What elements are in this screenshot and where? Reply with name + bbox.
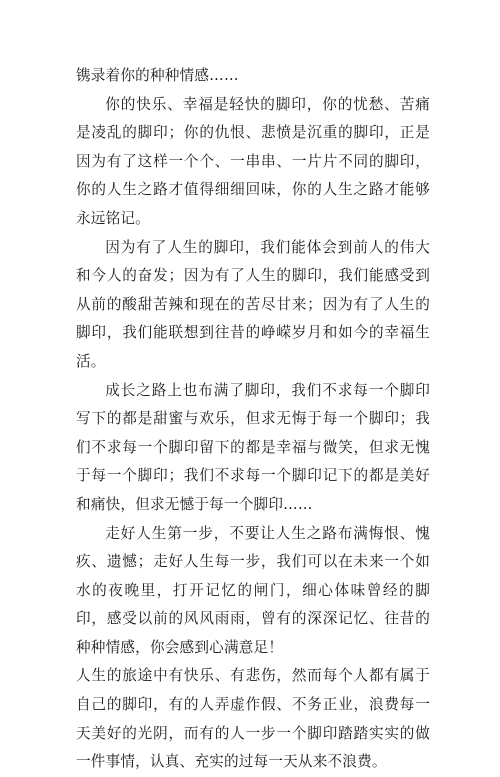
paragraph-walk-well: 走好人生第一步，不要让人生之路布满悔恨、愧疚、遗憾；走好人生每一步，我们可以在未来一个如水的夜晚里，打开记忆的闸门，细心体味曾经的脚印，感受以前的风风雨雨，曾有的深深记忆、往昔的种种情感，你会感到心满意足！ bbox=[76, 524, 430, 656]
paragraph-footprints-emotions: 你的快乐、幸福是轻快的脚印，你的忧愁、苦痛是凌乱的脚印；你的仇恨、悲愤是沉重的脚印，正是因为有了这样一个个、一串串、一片片不同的脚印，你的人生之路才值得细细回味，你的人生之路才能够永远铭记。 bbox=[76, 95, 430, 227]
article-body bbox=[76, 62, 430, 777]
paragraph-continuation: 镌录着你的种种情感…… bbox=[76, 67, 239, 84]
paragraph-because-of-footprints: 因为有了人生的脚印，我们能体会到前人的伟大和今人的奋发；因为有了人生的脚印，我们能感受到从前的酸甜苦辣和现在的苦尽甘来；因为有了人生的脚印，我们能联想到往昔的峥嵘岁月和如今的幸福生活。 bbox=[76, 238, 430, 370]
paragraph-growth-path: 成长之路上也布满了脚印，我们不求每一个脚印写下的都是甜蜜与欢乐，但求无悔于每一个脚印；我们不求每一个脚印留下的都是幸福与微笑，但求无愧于每一个脚印；我们不求每一个脚印记下的都是美好和痛快，但求无憾于每一个脚印…… bbox=[76, 381, 430, 513]
paragraph-life-journey: 人生的旅途中有快乐、有悲伤，然而每个人都有属于自己的脚印，有的人弄虚作假、不务正业，浪费每一天美好的光阴，而有的人一步一个脚印踏踏实实的做一件事情，认真、充实的过每一天从来不浪费。 bbox=[76, 667, 430, 771]
